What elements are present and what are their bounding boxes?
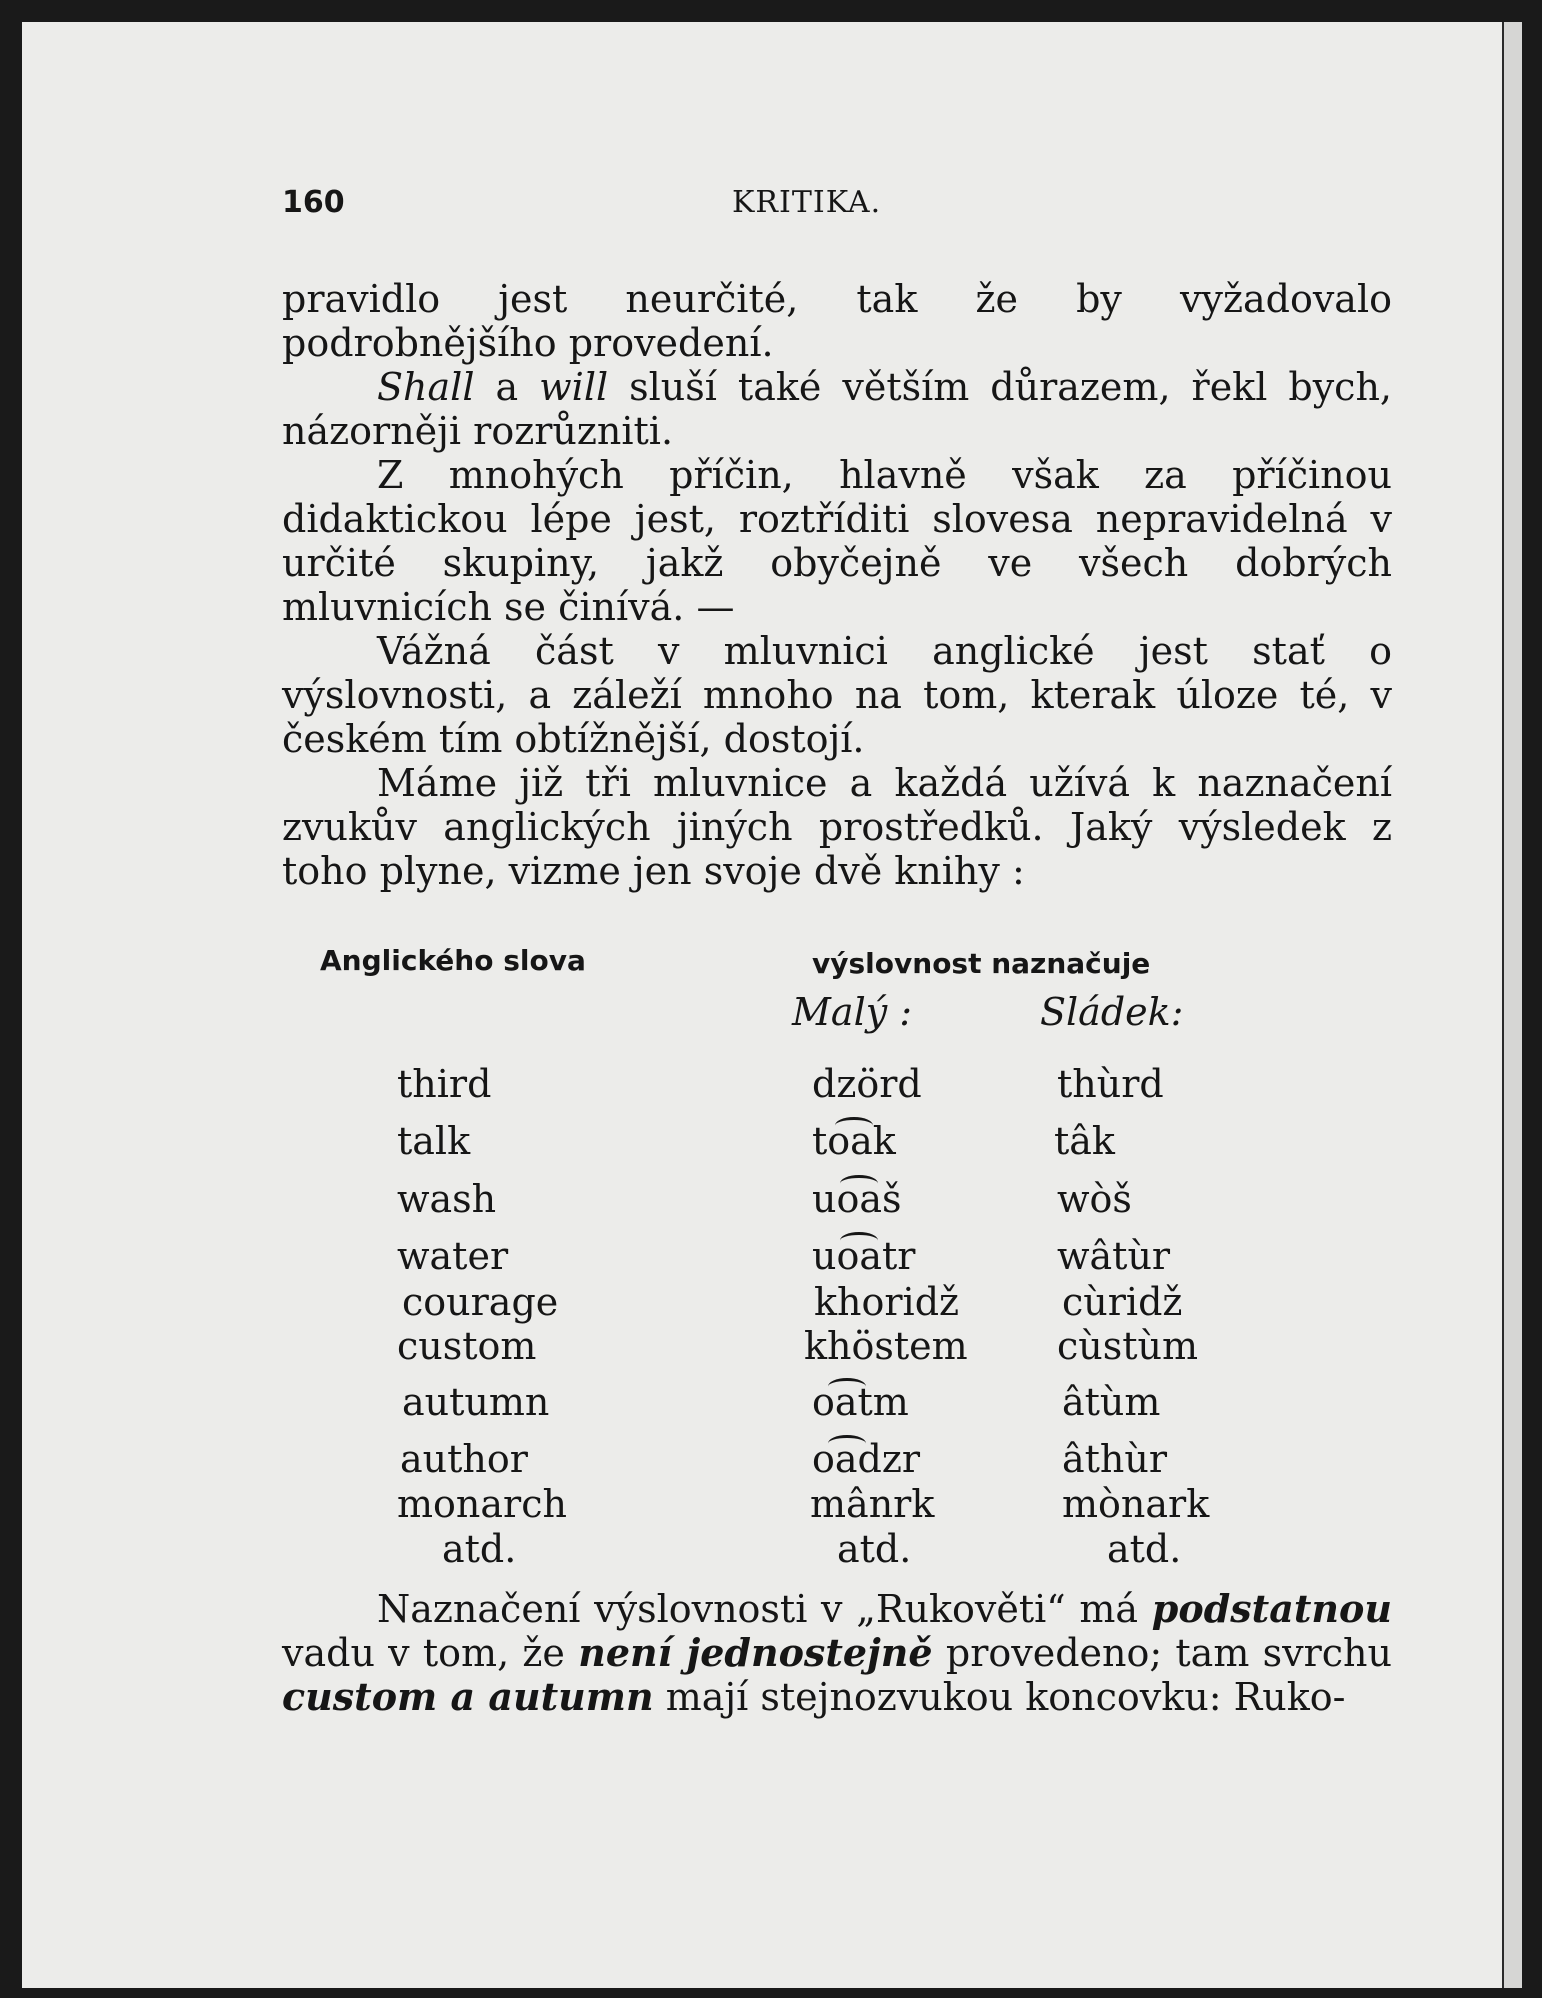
table-cell-word: autumn: [402, 1380, 550, 1424]
table-cell-maly: atd.: [837, 1527, 912, 1571]
table-cell-word: third: [397, 1062, 492, 1106]
table-cell-sladek: mònark: [1062, 1482, 1210, 1526]
table-cell-maly: dzörd: [812, 1062, 922, 1106]
table-cell-maly: oatm: [812, 1380, 909, 1424]
tail-part-a: Naznačení výslovnosti v „Rukověti“ má: [377, 1587, 1152, 1631]
table-cell-word: custom: [397, 1324, 537, 1368]
page-spine: [1502, 22, 1522, 1988]
table-cell-maly: uoatr: [812, 1234, 916, 1278]
ligature-arc: [840, 1175, 878, 1192]
paragraph-2: [282, 365, 1392, 453]
table-cell-sladek: cùridž: [1062, 1280, 1183, 1324]
paragraph-1: [282, 277, 1392, 365]
table-cell-sladek: wòš: [1057, 1177, 1132, 1221]
table-header-word: Anglického slova: [320, 944, 586, 977]
table-cell-sladek: tâk: [1054, 1119, 1115, 1163]
tail-emph-podstatnou: podstatnou: [1151, 1586, 1392, 1631]
paragraph-5: [282, 761, 1392, 893]
table-cell-maly: oadzr: [812, 1437, 921, 1481]
table-cell-sladek: atd.: [1107, 1527, 1182, 1571]
paragraph-4: [282, 629, 1392, 761]
table-cell-word: wash: [397, 1177, 497, 1221]
body-text: [282, 277, 1392, 893]
page-header: [22, 185, 1522, 245]
table-cell-word: atd.: [442, 1527, 517, 1571]
paragraph-4-text: Vážná část v mluvnici anglické jest stať o výslovnosti, a záleží mnoho na tom, kterak úloze té, v českém tím obtížnější, dostojí.: [282, 629, 1392, 761]
paragraph-2-text: sluší také větším důrazem, řekl bych, názorněji rozrůzniti.: [282, 365, 1392, 453]
table-cell-sladek: âthùr: [1062, 1437, 1168, 1481]
paragraph-3: [282, 453, 1392, 629]
term-will: will: [539, 365, 609, 409]
tail-emph-neni: není jednostejně: [578, 1630, 933, 1675]
closing-paragraph: [282, 1587, 1392, 1719]
table-cell-word: talk: [397, 1119, 471, 1163]
term-shall: Shall: [377, 365, 475, 409]
table-header-pronunciation: výslovnost naznačuje: [812, 947, 1151, 980]
paragraph-6: [282, 1587, 1392, 1719]
table-subheader-sladek: Sládek:: [1040, 990, 1184, 1034]
running-head: KRITIKA.: [732, 185, 882, 220]
table-cell-maly: uoaš: [812, 1177, 902, 1221]
table-subheader-maly: Malý :: [792, 990, 913, 1034]
table-cell-sladek: thùrd: [1057, 1062, 1164, 1106]
table-cell-sladek: âtùm: [1062, 1380, 1161, 1424]
table-cell-maly: mânrk: [810, 1482, 935, 1526]
tail-emph-custom: custom a autumn: [282, 1674, 654, 1719]
tail-part-c: vadu v tom, že: [282, 1631, 579, 1675]
ligature-arc: [835, 1117, 873, 1134]
table-cell-maly: khoridž: [814, 1280, 960, 1324]
table-cell-maly: toak: [812, 1119, 896, 1163]
paragraph-3-text: Z mnohých příčin, hlavně však za příčinou didaktickou lépe jest, roztříditi slovesa nepravidelná v určité skupiny, jakž obyčejně ve všech dobrých mluvnicích se činívá. —: [282, 453, 1392, 629]
tail-part-e: provedeno; tam svrchu: [932, 1631, 1392, 1675]
table-cell-word: water: [397, 1234, 509, 1278]
table-cell-word: monarch: [397, 1482, 567, 1526]
paragraph-5-text: Máme již tři mluvnice a každá užívá k naznačení zvukův anglických jiných prostředků. Jaký výsledek z toho plyne, vizme jen svoje dvě knihy :: [282, 761, 1392, 893]
table-cell-sladek: wâtùr: [1057, 1234, 1171, 1278]
table-cell-word: author: [400, 1437, 528, 1481]
paragraph-2-mid: a: [474, 365, 540, 409]
tail-part-g: mají stejnozvukou koncovku: Ruko-: [653, 1675, 1346, 1719]
table-cell-word: courage: [402, 1280, 559, 1324]
ligature-arc: [828, 1378, 866, 1395]
table-cell-maly: khöstem: [804, 1324, 968, 1368]
table-cell-sladek: cùstùm: [1057, 1324, 1199, 1368]
paragraph-1-text: pravidlo jest neurčité, tak že by vyžadovalo podrobnějšího provedení.: [282, 277, 1392, 365]
ligature-arc: [840, 1232, 878, 1249]
book-page: [22, 22, 1522, 1988]
page-number: 160: [282, 185, 345, 220]
ligature-arc: [828, 1435, 866, 1452]
